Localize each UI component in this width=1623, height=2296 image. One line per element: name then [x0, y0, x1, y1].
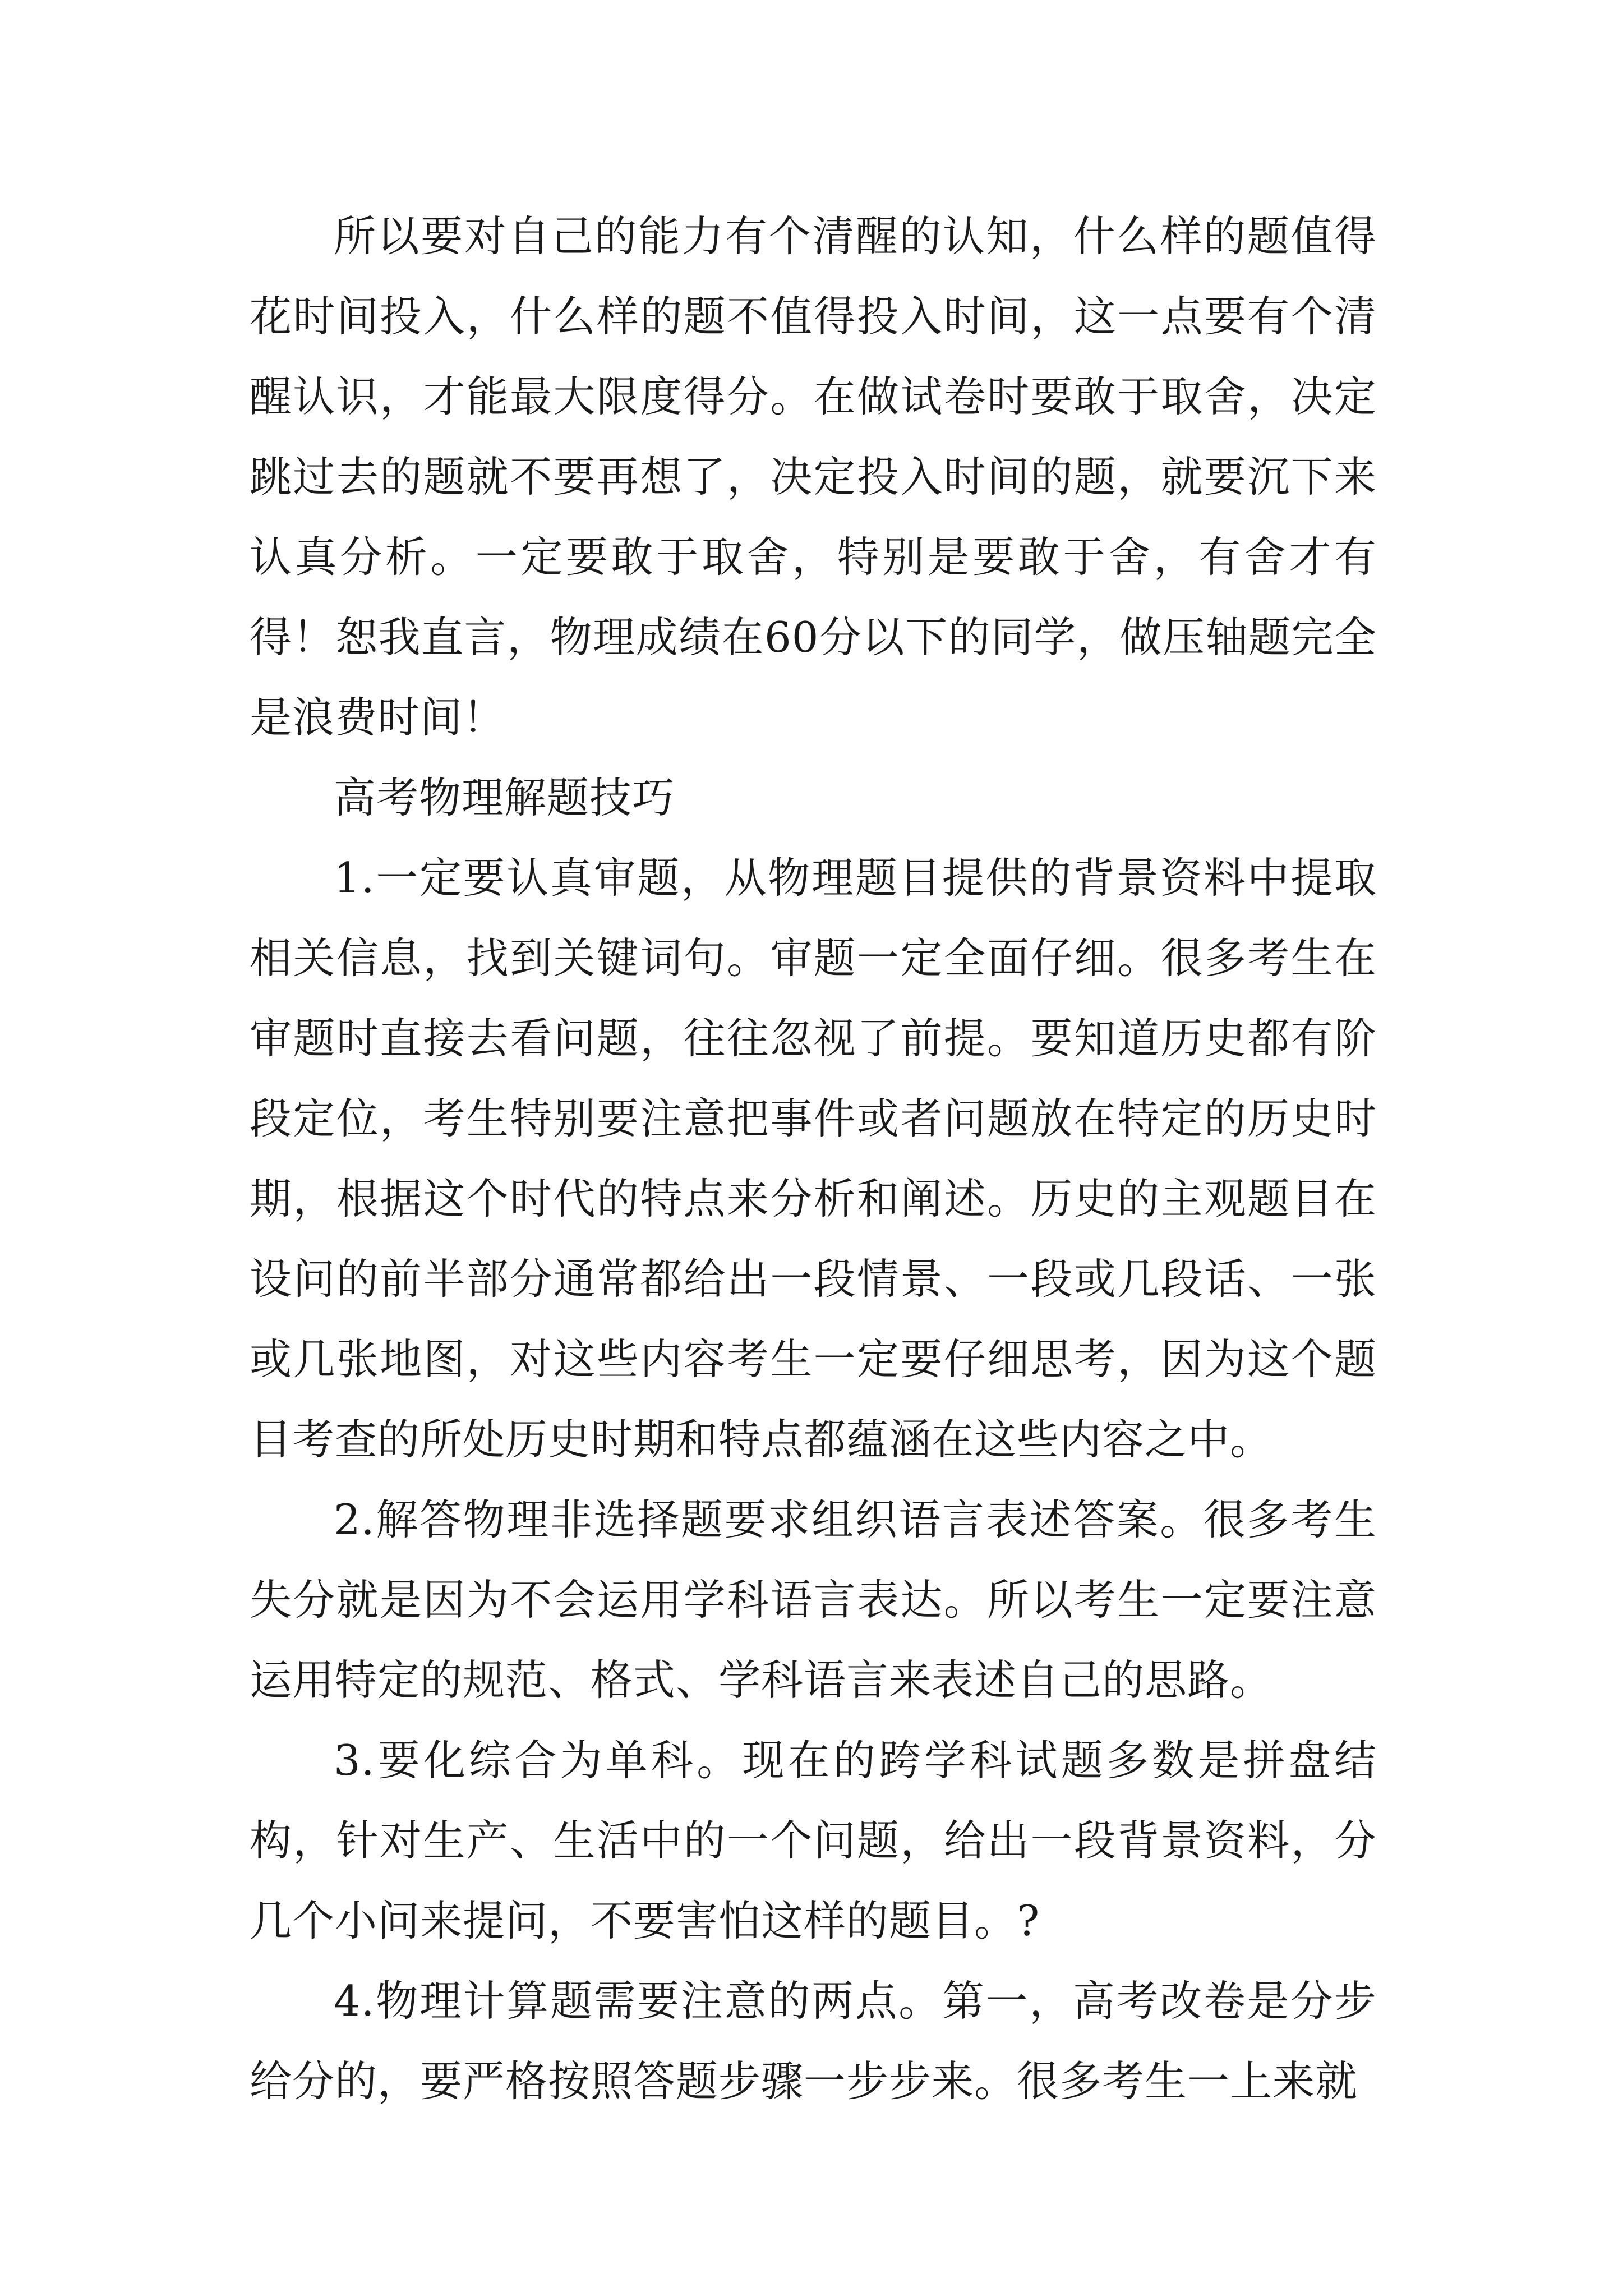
paragraph-tip-4: 4.物理计算题需要注意的两点。第一，高考改卷是分步给分的，要严格按照答题步骤一步步来。很多考生一上来就	[250, 1976, 1377, 2106]
paragraph-tip-1: 1.一定要认真审题，从物理题目提供的背景资料中提取相关信息，找到关键词句。审题一定全面仔细。很多考生在审题时直接去看问题，往往忽视了前提。要知道历史都有阶段定位，考生特别要注意把事件或者问题放在特定的历史时期，根据这个时代的特点来分析和阐述。历史的主观题目在设问的前半部分通常都给出一段情景、一段或几段话、一张或几张地图，对这些内容考生一定要仔细思考，因为这个题目考查的所处历史时期和特点都蕴涵在这些内容之中。	[250, 853, 1377, 1464]
section-heading: 高考物理解题技巧	[334, 773, 675, 822]
paragraph-tip-2: 2.解答物理非选择题要求组织语言表述答案。很多考生失分就是因为不会运用学科语言表达。所以考生一定要注意运用特定的规范、格式、学科语言来表述自己的思路。	[250, 1495, 1377, 1705]
paragraph-intro: 所以要对自己的能力有个清醒的认知，什么样的题值得花时间投入，什么样的题不值得投入时间，这一点要有个清醒认识，才能最大限度得分。在做试卷时要敢于取舍，决定跳过去的题就不要再想了，决定投入时间的题，就要沉下来认真分析。一定要敢于取舍，特别是要敢于舍，有舍才有得！恕我直言，物理成绩在60分以下的同学，做压轴题完全是浪费时间！	[250, 211, 1377, 742]
document-body	[250, 196, 1377, 2122]
paragraph-tip-3: 3.要化综合为单科。现在的跨学科试题多数是拼盘结构，针对生产、生活中的一个问题，给出一段背景资料，分几个小问来提问，不要害怕这样的题目。?	[250, 1736, 1377, 1945]
